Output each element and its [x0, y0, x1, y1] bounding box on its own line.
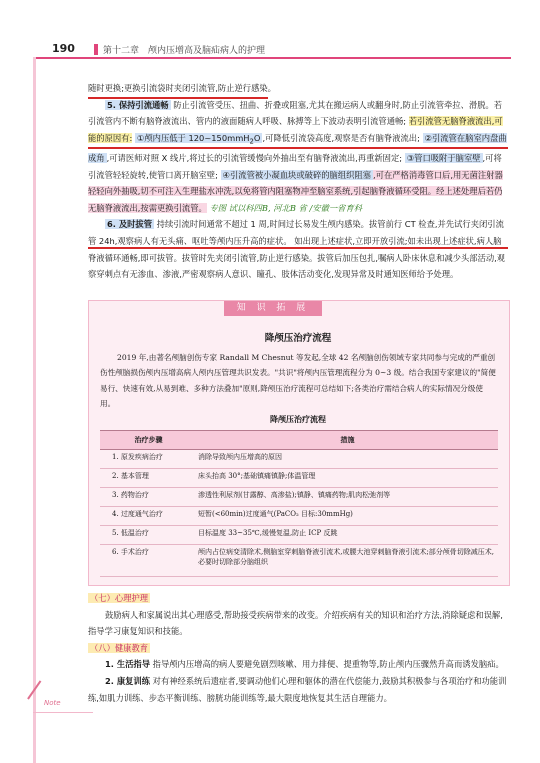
cause-1-action: ,可降低引流袋高度,观察是否有脑脊液流出; — [262, 132, 420, 143]
table-cell: 2. 基本管理 — [100, 469, 197, 488]
chapter-title: 第十二章 颅内压增高及脑疝病人的护理 — [103, 46, 266, 56]
table-row — [100, 545, 498, 577]
table-row — [100, 488, 498, 507]
drainage-text-a: 防止引流管受压、扭曲、折叠或阻塞,尤其在搬运病人或翻身时,防止引流管牵拉、滑脱。若引流管内不断有脑脊液流出、管内的液面随病人呼吸、脉搏等上下波动表明引流管通畅; — [88, 99, 503, 127]
handwritten-note: 专图 试以科四B, 河北B 省 /安徽一省育科 — [209, 202, 363, 213]
main-text — [88, 80, 508, 283]
table-cell: 4. 过度通气治疗 — [100, 507, 197, 526]
section-paragraph — [88, 656, 508, 673]
section-heading: （七）心理护理 — [90, 593, 149, 603]
cause-3: ③管口吸附于脑室壁 — [406, 153, 481, 164]
table-cell: 3. 药物治疗 — [100, 488, 197, 507]
table-cell: 短暂(<60min)过度通气(PaCO₂ 目标:30mmHg) — [197, 507, 498, 526]
header-rule — [33, 57, 511, 59]
table-title: 降颅压治疗流程 — [270, 415, 326, 424]
header-accent-bar — [94, 44, 98, 55]
table-cell: 颅内占位病变清除术,侧脑室穿刺脑脊液引流术,或腰大池穿刺脑脊液引流术;部分颅骨切除减压术,必要时切除部分脑组织 — [197, 545, 498, 577]
table-cell: 目标温度 33~35℃,缓慢复温,防止 ICP 反跳 — [197, 526, 498, 545]
sections-text — [88, 590, 508, 706]
table-cell: 6. 手术治疗 — [100, 545, 197, 577]
knowledge-tag: 知 识 拓 展 — [224, 301, 322, 316]
item-text: 指导颅内压增高的病人要避免剧烈咳嗽、用力排便、提重物等,防止颅内压骤然升高而诱发脑疝。 — [152, 659, 504, 670]
section-paragraph — [88, 673, 508, 706]
item-heading-6: 6. 及时拔管 — [107, 219, 153, 230]
paragraph-keep-drainage — [88, 97, 508, 217]
table-cell: 1. 原发疾病治疗 — [100, 450, 197, 469]
table-row — [100, 507, 498, 526]
cause-4: ④引流管被小凝血块或破碎的脑组织阻塞 — [222, 169, 372, 180]
item-label: 2. 康复训练 — [105, 675, 151, 686]
pen-underline — [88, 97, 268, 99]
remove-text-a: 持续引流时间通常不超过 1 周,时间过长易发生颅内感染。拔管前行 CT 检查,并先试行夹闭引流管 24h,观察病人有无头痛、呕吐等颅内压升高的症状。 — [88, 219, 504, 246]
knowledge-title: 降颅压治疗流程 — [264, 333, 332, 344]
page-number: 190 — [52, 42, 75, 55]
note-rule — [33, 712, 93, 713]
table-cell: 床头抬高 30°;基础镇痛镇静;体温管理 — [197, 469, 498, 488]
remove-text-b: 如出现上述症状,立即开放引流;如未出现上述症状,病人脑脊液循环通畅,即可拔管。拔管时先夹闭引流管,防止逆行感染。拔管后加压包扎,嘱病人卧床休息和减少头部活动,观察穿刺点有无渗血、渗液,严密观察病人意识、瞳孔、肢体活动变化,发现异常及时通知医师给予处理。 — [88, 236, 506, 280]
paragraph-remove-tube — [88, 216, 508, 282]
treatment-table — [100, 430, 498, 577]
paragraph-drain-bag: 随时更换;更换引流袋时夹闭引流管,防止逆行感染。 — [88, 83, 276, 93]
table-cell: 消除导致颅内压增高的原因 — [197, 450, 498, 469]
cause-1: ①颅内压低于 120~150mmH$_2$O — [136, 132, 261, 146]
cause-4-action: ,可在严格消毒管口后,用无菌注射器轻轻向外抽吸,切不可注入生理盐水冲洗,以免将管内阻塞物冲至脑室系统,引起脑脊液循环受阻。经上述处理后若仍无脑脊液流出,按需更换引流管。 — [88, 169, 503, 213]
item-text: 对有神经系统后遗症者,要调动他们心理和躯体的潜在代偿能力,鼓励其积极参与各项治疗和功能训练,如肌力训练、步态平衡训练、膀胱功能训练等,最大限度地恢复其生活自理能力。 — [88, 675, 507, 703]
section-heading: （八）健康教育 — [90, 642, 149, 653]
pen-underline — [88, 147, 508, 149]
item-heading-5: 5. 保持引流通畅 — [107, 99, 169, 110]
column-header: 治疗步骤 — [100, 431, 197, 450]
knowledge-paragraph: 2019 年,由著名颅脑创伤专家 Randall M Chesnut 等发起,全球 42 名颅脑创伤领域专家共同参与完成的严重创伤性颅脑损伤颅内压增高病人颅内压管理共识发表。"共识"将颅内压管理流程分为 0~3 级。结合我国专家建议的"简便易行、快速有效,从易到难、多种方法叠加"原则,降颅压治疗流程可总结如下;各类治疗需结合病人的实际情况分级使用。 — [100, 353, 496, 409]
table-row — [100, 469, 498, 488]
cause-3-action: ,可将引流管轻轻旋转,使管口离开脑室壁; — [88, 153, 502, 180]
table-cell: 渗透性利尿剂(甘露醇、高渗盐);镇静、镇痛药物;肌肉松弛剂等 — [197, 488, 498, 507]
item-label: 1. 生活指导 — [105, 659, 151, 670]
column-header: 措施 — [197, 431, 498, 450]
table-row — [100, 450, 498, 469]
drainage-text-b: 若引流管无脑脊液流出,可能的原因有: — [88, 116, 503, 143]
cause-2-action: ,可请医师对照 X 线片,将过长的引流管缓慢向外抽出至有脑脊液流出,再重新固定; — [106, 153, 403, 164]
note-label: Note — [44, 699, 61, 707]
cause-2: ②引流管在脑室内盘曲成角 — [88, 132, 507, 164]
pen-underline — [88, 247, 508, 249]
table-row — [100, 526, 498, 545]
note-pen-icon — [30, 695, 62, 711]
margin-strip — [33, 57, 36, 763]
table-cell: 5. 低温治疗 — [100, 526, 197, 545]
section-paragraph: 鼓励病人和家属说出其心理感受,帮助接受疾病带来的改变。介绍疾病有关的知识和治疗方法,消除疑虑和误解,指导学习康复知识和技能。 — [88, 609, 503, 637]
